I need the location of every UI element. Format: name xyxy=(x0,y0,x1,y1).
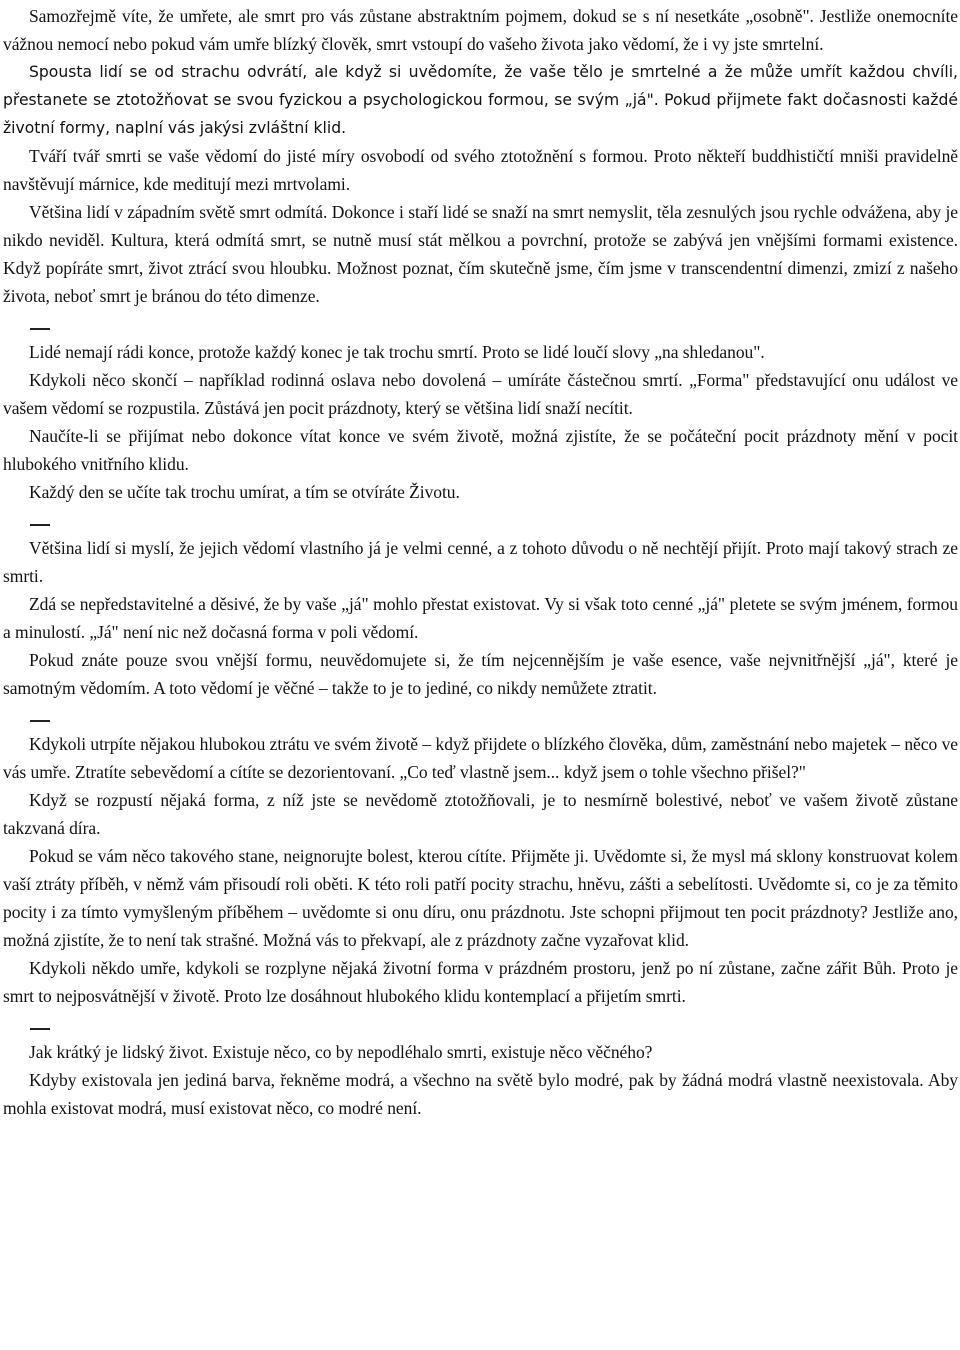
section-separator xyxy=(3,310,958,338)
paragraph: Kdykoli něco skončí – například rodinná oslava nebo dovolená – umíráte částečnou smrtí. „Forma" představující onu událost ve vašem vědomí se rozpustila. Zůstává jen pocit prázdnoty, který se většina lidí snaží necítit. xyxy=(3,370,958,418)
paragraph: Naučíte-li se přijímat nebo dokonce vítat konce ve svém životě, možná zjistíte, že se počáteční pocit prázdnoty mění v pocit hlubokého vnitřního klidu. xyxy=(3,426,958,474)
paragraph: Kdyby existovala jen jediná barva, řekněme modrá, a všechno na světě bylo modré, pak by žádná modrá vlastně neexistovala. Aby mohla existovat modrá, musí existovat něco, co modré není. xyxy=(3,1070,958,1118)
paragraph: Lidé nemají rádi konce, protože každý konec je tak trochu smrtí. Proto se lidé loučí slovy „na shledanou". xyxy=(29,342,765,362)
section-separator xyxy=(3,506,958,534)
paragraph: Kdykoli utrpíte nějakou hlubokou ztrátu ve svém životě – když přijdete o blízkého člověka, dům, zaměstnání nebo majetek – něco ve vás umře. Ztratíte sebevědomí a cítíte se dezorientovaní. „Co teď vlastně jsem... když jsem o tohle všechno přišel?" xyxy=(3,734,958,782)
paragraph: Samozřejmě víte, že umřete, ale smrt pro vás zůstane abstraktním pojmem, dokud se s ní nesetkáte „osobně". Jestliže onemocníte vážnou nemocí nebo pokud vám umře blízký člověk, smrt vstoupí do vašeho života jako vědomí, že i vy jste smrtelní. xyxy=(3,6,958,54)
paragraph: Většina lidí v západním světě smrt odmítá. Dokonce i staří lidé se snaží na smrt nemyslit, těla zesnulých jsou rychle odvážena, aby je nikdo neviděl. Kultura, která odmítá smrt, se nutně musí stát mělkou a povrchní, protože se zabývá jen vnějšími formami existence. Když popíráte smrt, život ztrácí svou hloubku. Možnost poznat, čím skutečně jsme, čím jsme v transcendentní dimenzi, zmizí z našeho života, neboť smrt je bránou do této dimenze. xyxy=(3,202,958,306)
dash-divider xyxy=(30,1028,50,1030)
dash-divider xyxy=(30,524,50,526)
paragraph: Spousta lidí se od strachu odvrátí, ale když si uvědomíte, že vaše tělo je smrtelné a že může umřít každou chvíli, přestanete se ztotožňovat se svou fyzickou a psychologickou formou, se svým „já". Pokud přijmete fakt dočasnosti každé životní formy, naplní vás jakýsi zvláštní klid. xyxy=(3,63,958,137)
paragraph: Když se rozpustí nějaká forma, z níž jste se nevědomě ztotožňovali, je to nesmírně bolestivé, neboť ve vašem životě zůstane takzvaná díra. xyxy=(3,790,958,838)
paragraph: Pokud se vám něco takového stane, neignorujte bolest, kterou cítíte. Přijměte ji. Uvědomte si, že mysl má sklony konstruovat kolem vaší ztráty příběh, v němž vám přisoudí roli oběti. K této roli patří pocity strachu, hněvu, zášti a sebelítosti. Uvědomte si, co je za těmito pocity i za tímto vymyšleným příběhem – uvědomte si onu díru, onu prázdnotu. Jste schopni přijmout ten pocit prázdnoty? Jestliže ano, možná zjistíte, že to není tak strašné. Možná vás to překvapí, ale z prázdnoty začne vyzařovat klid. xyxy=(3,846,958,950)
document-body xyxy=(3,2,958,1122)
paragraph: Tváří tvář smrti se vaše vědomí do jisté míry osvobodí od svého ztotožnění s formou. Proto někteří buddhističtí mniši pravidelně navštěvují márnice, kde meditují mezi mrtvolami. xyxy=(3,146,958,194)
paragraph: Většina lidí si myslí, že jejich vědomí vlastního já je velmi cenné, a z tohoto důvodu o ně nechtějí přijít. Proto mají takový strach ze smrti. xyxy=(3,538,958,586)
section-separator xyxy=(3,1010,958,1038)
paragraph: Kdykoli někdo umře, kdykoli se rozplyne nějaká životní forma v prázdném prostoru, jenž po ní zůstane, začne zářit Bůh. Proto je smrt to nejposvátnější v životě. Proto lze dosáhnout hlubokého klidu kontemplací a přijetím smrti. xyxy=(3,958,958,1006)
paragraph: Jak krátký je lidský život. Existuje něco, co by nepodléhalo smrti, existuje něco věčného? xyxy=(29,1042,653,1062)
paragraph: Zdá se nepředstavitelné a děsivé, že by vaše „já" mohlo přestat existovat. Vy si však toto cenné „já" pletete se svým jménem, formou a minulostí. „Já" není nic než dočasná forma v poli vědomí. xyxy=(3,594,958,642)
dash-divider xyxy=(30,720,50,722)
section-separator xyxy=(3,702,958,730)
paragraph: Pokud znáte pouze svou vnější formu, neuvědomujete si, že tím nejcennějším je vaše esence, vaše nejvnitřnější „já", které je samotným vědomím. A toto vědomí je věčné – takže to je to jediné, co nikdy nemůžete ztratit. xyxy=(3,650,958,698)
paragraph: Každý den se učíte tak trochu umírat, a tím se otvíráte Životu. xyxy=(29,482,460,502)
dash-divider xyxy=(30,328,50,330)
